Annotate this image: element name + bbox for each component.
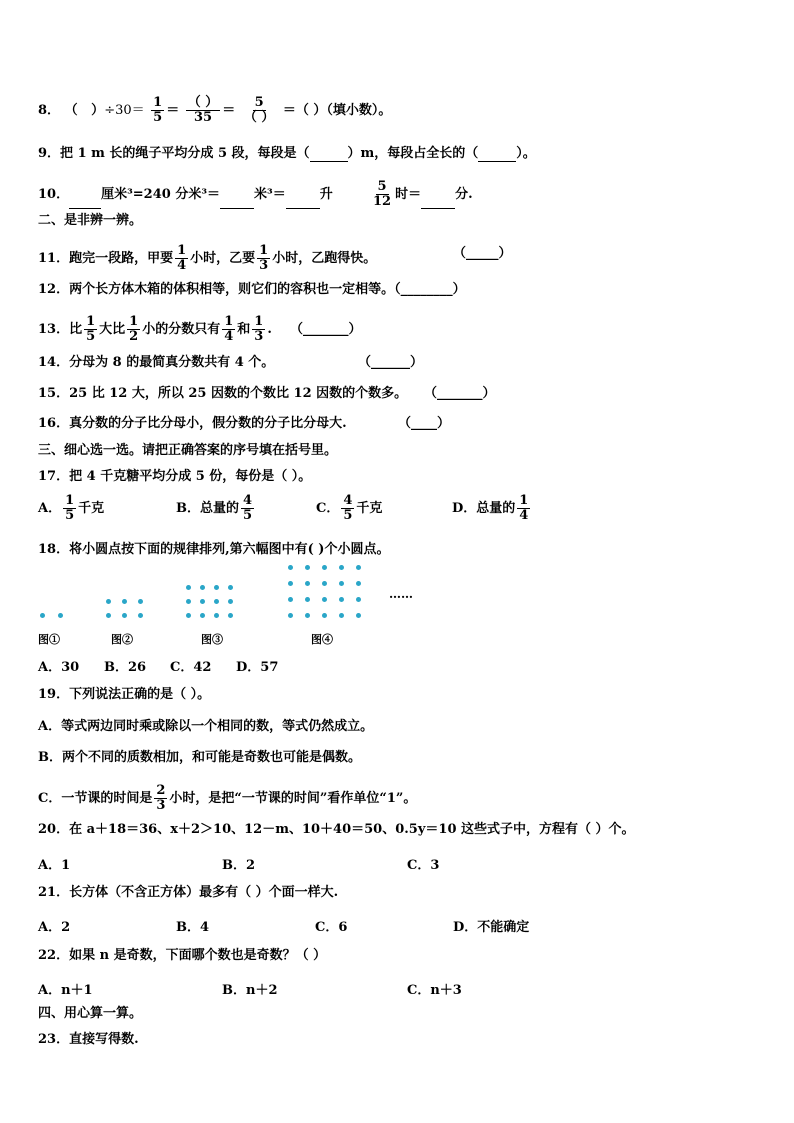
dot	[214, 599, 219, 604]
dot	[138, 613, 143, 618]
option-c[interactable]: C．一节课的时间是 $\frac{2}{3}$ 小时，是把“一节课的时间”看作单位“1”。	[38, 783, 417, 813]
fraction: $\frac{1}{5}$	[153, 95, 163, 125]
dot	[322, 565, 327, 570]
option-a[interactable]: A．2	[38, 920, 71, 935]
option-b[interactable]: B．n＋2	[222, 983, 278, 998]
option-c[interactable]: C．42	[170, 660, 212, 675]
ellipsis: ……	[389, 587, 413, 601]
dot	[305, 597, 310, 602]
option-a[interactable]: A． $\frac{1}{5}$ 千克	[38, 493, 105, 523]
dot	[228, 599, 233, 604]
answer-paren[interactable]: （____）	[398, 416, 451, 431]
dot	[305, 613, 310, 618]
question-21: 21．长方体（不含正方体）最多有（ ）个面一样大.	[38, 885, 339, 900]
question-11: 11．跑完一段路，甲要 $\frac{1}{4}$ 小时，乙要 $\frac{1}{3}$ 小时，乙跑得快。	[38, 243, 377, 273]
question-12: 12．两个长方体木箱的体积相等，则它们的容积也一定相等。（________）	[38, 282, 466, 297]
dot	[339, 565, 344, 570]
dot	[186, 599, 191, 604]
dot	[106, 613, 111, 618]
question-14: 14．分母为 8 的最简真分数共有 4 个。	[38, 355, 275, 370]
option-b[interactable]: B．总量的 $\frac{4}{5}$	[176, 493, 253, 523]
dot	[200, 599, 205, 604]
question-13: 13．比 $\frac{1}{5}$ 大比 $\frac{1}{2}$ 小的分数只有 $\frac{1}{4}$ 和 $\frac{1}{3}$ . （_______）	[38, 314, 362, 344]
answer-paren[interactable]: （________）	[394, 282, 466, 297]
question-8: 8． （ ）÷30＝ $\frac{1}{5}$ ＝ $\frac{( )}{35}$ ＝ $\frac{5}{( )}$ ＝（ ）（填小数）。	[38, 95, 392, 125]
dot	[138, 599, 143, 604]
question-15: 15．25 比 12 大，所以 25 因数的个数比 12 因数的个数多。	[38, 386, 408, 401]
figure-label-3: 图③	[201, 633, 223, 646]
dot	[122, 599, 127, 604]
figure-label-1: 图①	[38, 633, 60, 646]
section-2-heading: 二、是非辨一辨。	[38, 213, 143, 228]
answer-paren[interactable]: （______）	[358, 355, 424, 370]
option-c[interactable]: C．6	[315, 920, 348, 935]
answer-paren[interactable]: （_____）	[453, 246, 512, 261]
question-10: 10． 厘米³=240 分米³＝ 米³＝ 升 $\frac{5}{12}$ 时＝ 分.	[38, 179, 473, 209]
answer-paren[interactable]: （_______）	[424, 386, 496, 401]
question-17: 17．把 4 千克糖平均分成 5 份，每份是（ ）。	[38, 469, 312, 484]
option-b[interactable]: B．2	[222, 858, 256, 873]
dot	[356, 597, 361, 602]
option-a[interactable]: A．30	[38, 660, 80, 675]
section-3-heading: 三、细心选一选。请把正确答案的序号填在括号里。	[38, 443, 338, 458]
dot	[214, 613, 219, 618]
figure-label-4: 图④	[311, 633, 333, 646]
dot	[356, 581, 361, 586]
dot	[322, 597, 327, 602]
dot	[288, 565, 293, 570]
dot	[288, 597, 293, 602]
dot	[322, 613, 327, 618]
question-9: 9．把 1 m 长的绳子平均分成 5 段，每段是（ ）m，每段占全长的（ ）。	[38, 146, 536, 161]
option-b[interactable]: B．26	[104, 660, 147, 675]
question-20: 20．在 a＋18＝36、x＋2＞10、12－m、10＋40＝50、0.5y＝10 这些式子中，方程有（ ）个。	[38, 822, 635, 837]
fraction: $\frac{5}{( )}$	[243, 95, 275, 125]
dot	[356, 565, 361, 570]
answer-paren[interactable]: （_______）	[289, 322, 362, 337]
option-a[interactable]: A．n＋1	[38, 983, 93, 998]
question-18: 18．将小圆点按下面的规律排列,第六幅图中有( )个小圆点。	[38, 542, 390, 557]
dot	[122, 613, 127, 618]
section-4-heading: 四、用心算一算。	[38, 1006, 143, 1021]
dot	[58, 613, 63, 618]
dot	[228, 585, 233, 590]
dot	[106, 599, 111, 604]
question-23: 23．直接写得数.	[38, 1032, 139, 1047]
dot	[214, 585, 219, 590]
question-19: 19．下列说法正确的是（ ）。	[38, 687, 211, 702]
option-c[interactable]: C．n＋3	[407, 983, 462, 998]
option-b[interactable]: B．两个不同的质数相加，和可能是奇数也可能是偶数。	[38, 750, 361, 765]
dot	[186, 613, 191, 618]
option-d[interactable]: D．不能确定	[453, 920, 530, 935]
dot	[228, 613, 233, 618]
option-d[interactable]: D．总量的 $\frac{1}{4}$	[452, 493, 529, 523]
option-b[interactable]: B．4	[176, 920, 210, 935]
dot	[356, 613, 361, 618]
dot	[305, 581, 310, 586]
dot	[339, 581, 344, 586]
dot	[186, 585, 191, 590]
dot	[305, 565, 310, 570]
option-c[interactable]: C． $\frac{4}{5}$ 千克	[316, 493, 383, 523]
dot	[288, 581, 293, 586]
option-a[interactable]: A．等式两边同时乘或除以一个相同的数，等式仍然成立。	[38, 719, 374, 734]
fraction: $\frac{( )}{35}$	[187, 95, 219, 125]
dot	[339, 597, 344, 602]
dot	[200, 585, 205, 590]
dot	[339, 613, 344, 618]
question-22: 22．如果 n 是奇数，下面哪个数也是奇数？（ ）	[38, 948, 327, 963]
dot	[322, 581, 327, 586]
dot	[288, 613, 293, 618]
dot	[200, 613, 205, 618]
option-d[interactable]: D．57	[236, 660, 279, 675]
option-c[interactable]: C．3	[407, 858, 440, 873]
question-16: 16．真分数的分子比分母小，假分数的分子比分母大.	[38, 416, 347, 431]
option-a[interactable]: A．1	[38, 858, 71, 873]
dot	[40, 613, 45, 618]
figure-label-2: 图②	[111, 633, 133, 646]
